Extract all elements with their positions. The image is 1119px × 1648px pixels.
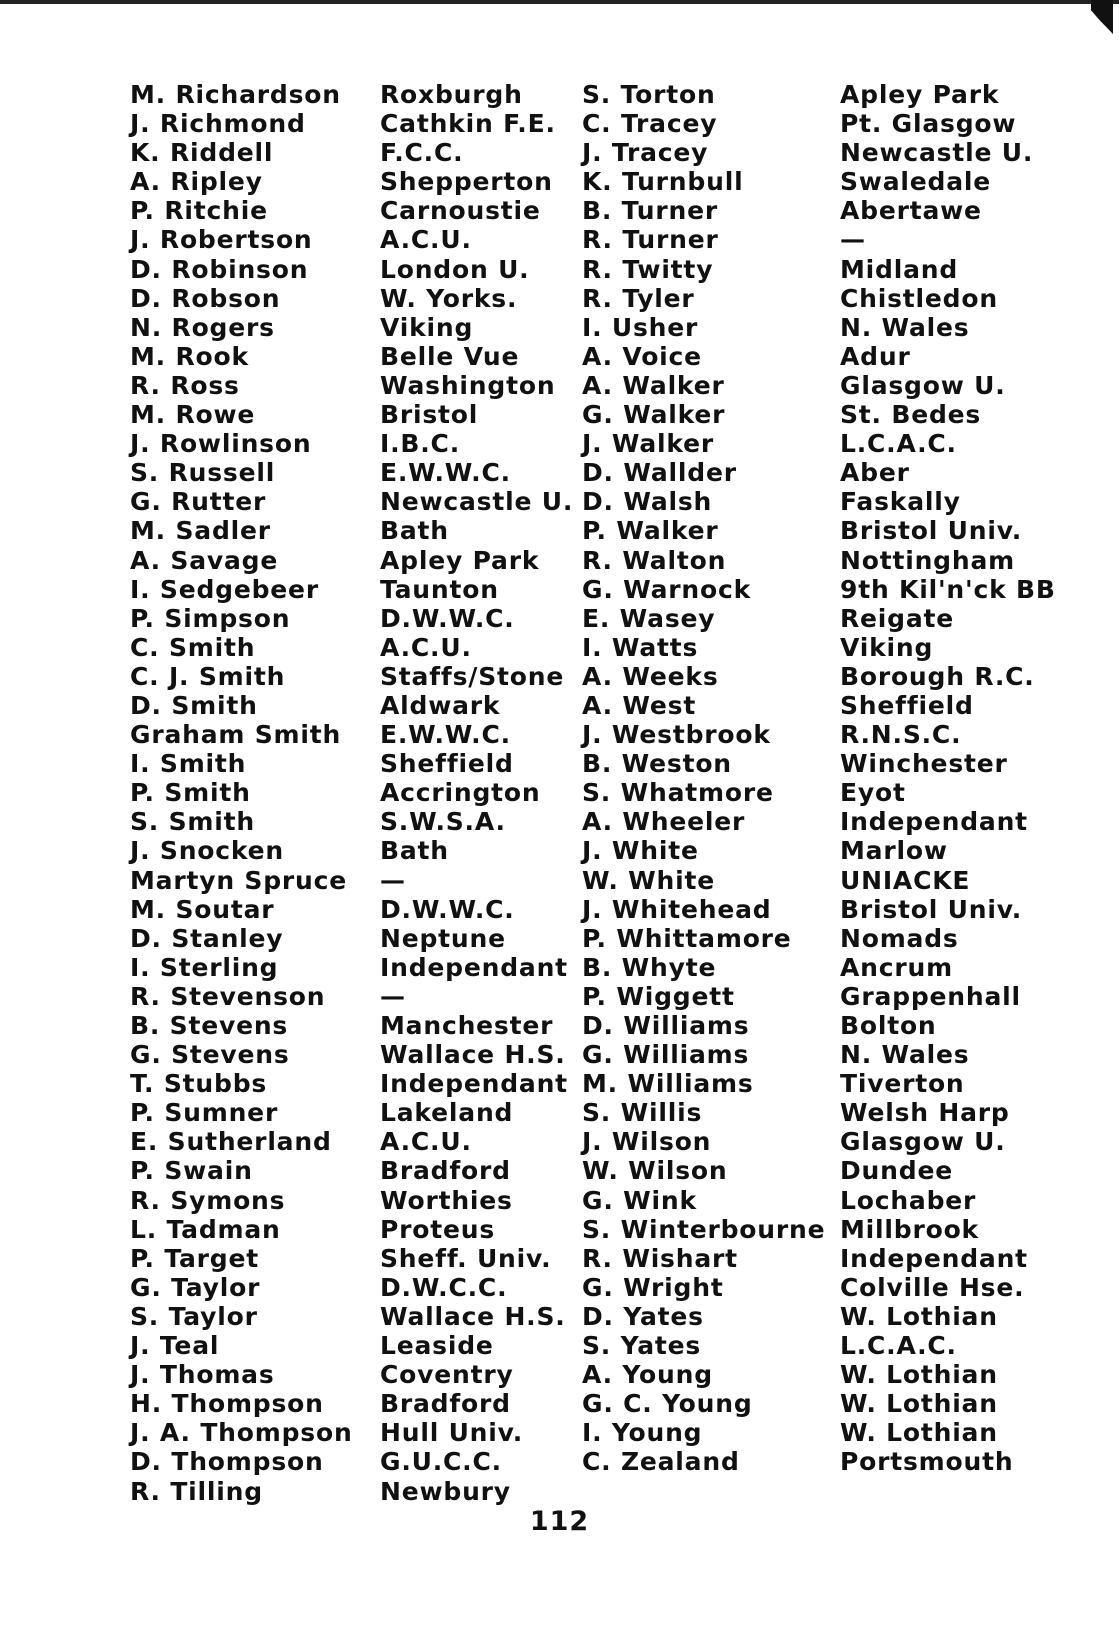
name-entry: R. Symons	[130, 1185, 286, 1215]
club-entry: Grappenhall	[840, 981, 1021, 1011]
club-entry: Borough R.C.	[840, 661, 1035, 691]
club-entry: Independant	[380, 952, 568, 982]
name-entry: C. Zealand	[582, 1447, 740, 1477]
name-entry: M. Richardson	[130, 80, 341, 109]
name-entry: S. Winterbourne	[582, 1214, 826, 1244]
name-entry: J. White	[582, 836, 699, 866]
club-entry: Colville Hse.	[840, 1272, 1025, 1302]
name-entry: H. Thompson	[130, 1389, 324, 1419]
club-entry: D.W.C.C.	[380, 1272, 508, 1302]
club-entry: W. Lothian	[840, 1389, 998, 1419]
club-entry: Lakeland	[380, 1098, 514, 1128]
name-entry: J. A. Thompson	[130, 1418, 353, 1448]
club-entry: 9th Kil'n'ck BB	[840, 574, 1056, 604]
name-entry: D. Robson	[130, 283, 281, 313]
club-entry: Wallace H.S.	[380, 1301, 566, 1331]
name-entry: W. Wilson	[582, 1156, 728, 1186]
club-entry: W. Yorks.	[380, 283, 518, 313]
club-entry: W. Lothian	[840, 1360, 998, 1390]
club-entry: Hull Univ.	[380, 1418, 523, 1448]
club-entry: A.C.U.	[380, 1127, 472, 1157]
name-entry: C. Smith	[130, 632, 256, 662]
club-entry: —	[380, 981, 406, 1011]
club-entry: Pt. Glasgow	[840, 109, 1017, 139]
club-entry: Leaside	[380, 1331, 494, 1361]
name-entry: A. Walker	[582, 370, 725, 400]
name-entry: R. Stevenson	[130, 981, 326, 1011]
name-entry: S. Torton	[582, 80, 716, 109]
club-entry: A.C.U.	[380, 225, 472, 255]
right-clubs-column	[840, 80, 1056, 1477]
club-entry: Shepperton	[380, 167, 553, 197]
club-entry: Staffs/Stone	[380, 661, 565, 691]
club-entry: Apley Park	[840, 80, 1000, 109]
name-entry: G. Warnock	[582, 574, 752, 604]
name-entry: J. Robertson	[130, 225, 313, 255]
club-entry: Chistledon	[840, 283, 998, 313]
club-entry: Accrington	[380, 778, 541, 808]
name-entry: D. Stanley	[130, 923, 284, 953]
club-entry: Belle Vue	[380, 341, 520, 371]
club-entry: Taunton	[380, 574, 499, 604]
club-entry: Bath	[380, 836, 449, 866]
name-entry: N. Rogers	[130, 312, 275, 342]
club-entry: Winchester	[840, 749, 1008, 779]
name-entry: T. Stubbs	[130, 1069, 268, 1099]
name-entry: W. White	[582, 865, 715, 895]
club-entry: Apley Park	[380, 545, 540, 575]
name-entry: R. Tyler	[582, 283, 695, 313]
name-entry: R. Walton	[582, 545, 727, 575]
club-entry: L.C.A.C.	[840, 1331, 957, 1361]
left-names-column	[130, 80, 353, 1506]
name-entry: D. Yates	[582, 1301, 704, 1331]
name-entry: M. Williams	[582, 1069, 754, 1099]
club-entry: Nomads	[840, 923, 959, 953]
name-entry: P. Simpson	[130, 603, 291, 633]
club-entry: F.C.C.	[380, 138, 464, 168]
name-entry: G. Walker	[582, 400, 726, 430]
club-entry: Swaledale	[840, 167, 991, 197]
page-number: 112	[529, 1506, 590, 1537]
name-entry: K. Riddell	[130, 138, 274, 168]
club-entry: Proteus	[380, 1214, 496, 1244]
name-entry: J. Thomas	[130, 1360, 275, 1390]
name-entry: P. Swain	[130, 1156, 253, 1186]
club-entry: Nottingham	[840, 545, 1015, 575]
name-entry: I. Smith	[130, 749, 247, 779]
club-entry: St. Bedes	[840, 400, 982, 430]
club-entry: W. Lothian	[840, 1301, 998, 1331]
club-entry: —	[380, 865, 406, 895]
club-entry: Millbrook	[840, 1214, 979, 1244]
club-entry: Washington	[380, 370, 556, 400]
name-entry: G. Williams	[582, 1040, 750, 1070]
club-entry: Coventry	[380, 1360, 514, 1390]
club-entry: Newbury	[380, 1476, 511, 1506]
club-entry: Roxburgh	[380, 80, 523, 109]
name-entry: J. Richmond	[130, 109, 306, 139]
name-entry: S. Willis	[582, 1098, 703, 1128]
club-entry: Bradford	[380, 1156, 511, 1186]
name-entry: P. Walker	[582, 516, 719, 546]
name-entry: C. Tracey	[582, 109, 718, 139]
club-entry: Newcastle U.	[380, 487, 574, 517]
club-entry: Worthies	[380, 1185, 513, 1215]
club-entry: Manchester	[380, 1011, 554, 1040]
name-entry: C. J. Smith	[130, 661, 286, 691]
page-top-edge	[0, 0, 1119, 4]
name-entry: R. Ross	[130, 370, 240, 400]
name-entry: S. Smith	[130, 807, 255, 837]
name-entry: A. Wheeler	[582, 807, 746, 837]
name-entry: L. Tadman	[130, 1214, 281, 1244]
name-entry: A. Voice	[582, 341, 702, 371]
name-entry: G. C. Young	[582, 1389, 753, 1419]
scan-corner-mark	[1091, 0, 1113, 34]
name-entry: J. Snocken	[130, 836, 285, 866]
name-entry: G. Taylor	[130, 1272, 261, 1302]
club-entry: I.B.C.	[380, 429, 460, 459]
name-entry: S. Russell	[130, 458, 276, 488]
name-entry: S. Whatmore	[582, 778, 774, 808]
name-entry: B. Turner	[582, 196, 718, 226]
club-entry: Faskally	[840, 487, 961, 517]
club-entry: Bath	[380, 516, 449, 546]
club-entry: Dundee	[840, 1156, 953, 1186]
name-entry: D. Smith	[130, 690, 258, 720]
left-clubs-column	[380, 80, 573, 1506]
name-entry: D. Thompson	[130, 1447, 324, 1477]
name-entry: A. Savage	[130, 545, 279, 575]
name-entry: P. Whittamore	[582, 923, 792, 953]
club-entry: Ancrum	[840, 952, 953, 982]
name-entry: S. Yates	[582, 1331, 702, 1361]
club-entry: Neptune	[380, 923, 506, 953]
name-entry: J. Wilson	[582, 1127, 712, 1157]
name-entry: I. Sedgebeer	[130, 574, 319, 604]
name-entry: I. Young	[582, 1418, 703, 1448]
club-entry: Reigate	[840, 603, 955, 633]
name-entry: B. Weston	[582, 749, 732, 779]
club-entry: Midland	[840, 254, 959, 284]
club-entry: Aldwark	[380, 690, 501, 720]
name-entry: P. Smith	[130, 778, 251, 808]
name-entry: R. Tilling	[130, 1476, 263, 1506]
right-names-column	[582, 80, 825, 1477]
club-entry: R.N.S.C.	[840, 720, 962, 750]
club-entry: Welsh Harp	[840, 1098, 1010, 1128]
name-entry: J. Westbrook	[582, 720, 771, 750]
club-entry: Viking	[380, 312, 474, 342]
name-entry: K. Turnbull	[582, 167, 744, 197]
club-entry: Glasgow U.	[840, 1127, 1006, 1157]
club-entry: D.W.W.C.	[380, 894, 515, 924]
club-entry: Bristol Univ.	[840, 516, 1023, 546]
club-entry: Bristol	[380, 400, 479, 430]
name-entry: D. Wallder	[582, 458, 737, 488]
name-entry: A. Weeks	[582, 661, 719, 691]
name-entry: D. Williams	[582, 1011, 750, 1040]
club-entry: London U.	[380, 254, 530, 284]
club-entry: Marlow	[840, 836, 948, 866]
name-entry: I. Usher	[582, 312, 699, 342]
club-entry: Independant	[840, 1243, 1028, 1273]
club-entry: Portsmouth	[840, 1447, 1014, 1477]
club-entry: —	[840, 225, 866, 255]
club-entry: W. Lothian	[840, 1418, 998, 1448]
club-entry: Glasgow U.	[840, 370, 1006, 400]
club-entry: L.C.A.C.	[840, 429, 957, 459]
club-entry: Sheffield	[840, 690, 974, 720]
club-entry: A.C.U.	[380, 632, 472, 662]
club-entry: Sheff. Univ.	[380, 1243, 552, 1273]
club-entry: Adur	[840, 341, 911, 371]
name-entry: P. Sumner	[130, 1098, 279, 1128]
name-entry: S. Taylor	[130, 1301, 258, 1331]
club-entry: Bristol Univ.	[840, 894, 1023, 924]
name-entry: J. Tracey	[582, 138, 709, 168]
name-entry: J. Whitehead	[582, 894, 772, 924]
club-entry: Aber	[840, 458, 910, 488]
name-entry: J. Rowlinson	[130, 429, 312, 459]
club-entry: Abertawe	[840, 196, 982, 226]
name-entry: P. Target	[130, 1243, 259, 1273]
club-entry: Independant	[380, 1069, 568, 1099]
club-entry: N. Wales	[840, 312, 970, 342]
name-entry: B. Stevens	[130, 1011, 289, 1040]
name-entry: B. Whyte	[582, 952, 717, 982]
name-entry: A. West	[582, 690, 697, 720]
name-entry: R. Turner	[582, 225, 719, 255]
club-entry: D.W.W.C.	[380, 603, 515, 633]
club-entry: N. Wales	[840, 1040, 970, 1070]
name-entry: P. Ritchie	[130, 196, 268, 226]
name-entry: D. Walsh	[582, 487, 713, 517]
club-entry: G.U.C.C.	[380, 1447, 502, 1477]
club-entry: UNIACKE	[840, 865, 971, 895]
club-entry: Independant	[840, 807, 1028, 837]
club-entry: Carnoustie	[380, 196, 541, 226]
club-entry: Tiverton	[840, 1069, 965, 1099]
club-entry: Cathkin F.E.	[380, 109, 556, 139]
name-entry: M. Rook	[130, 341, 249, 371]
name-entry: Martyn Spruce	[130, 865, 348, 895]
name-entry: P. Wiggett	[582, 981, 735, 1011]
name-entry: G. Stevens	[130, 1040, 290, 1070]
name-entry: M. Soutar	[130, 894, 275, 924]
name-entry: E. Wasey	[582, 603, 716, 633]
name-entry: D. Robinson	[130, 254, 309, 284]
club-entry: E.W.W.C.	[380, 720, 511, 750]
club-entry: S.W.S.A.	[380, 807, 506, 837]
club-entry: Bolton	[840, 1011, 937, 1040]
name-entry: A. Ripley	[130, 167, 263, 197]
club-entry: Eyot	[840, 778, 906, 808]
club-entry: Viking	[840, 632, 934, 662]
name-entry: I. Sterling	[130, 952, 279, 982]
name-entry: M. Sadler	[130, 516, 271, 546]
name-entry: G. Rutter	[130, 487, 267, 517]
name-entry: J. Walker	[582, 429, 715, 459]
name-entry: G. Wright	[582, 1272, 724, 1302]
name-entry: M. Rowe	[130, 400, 256, 430]
club-entry: Sheffield	[380, 749, 514, 779]
club-entry: Bradford	[380, 1389, 511, 1419]
club-entry: Wallace H.S.	[380, 1040, 566, 1070]
name-entry: J. Teal	[130, 1331, 220, 1361]
club-entry: Newcastle U.	[840, 138, 1034, 168]
name-entry: I. Watts	[582, 632, 699, 662]
name-entry: G. Wink	[582, 1185, 697, 1215]
club-entry: Lochaber	[840, 1185, 977, 1215]
name-entry: R. Twitty	[582, 254, 714, 284]
name-entry: R. Wishart	[582, 1243, 738, 1273]
club-entry: E.W.W.C.	[380, 458, 511, 488]
name-entry: Graham Smith	[130, 720, 342, 750]
name-entry: E. Sutherland	[130, 1127, 332, 1157]
name-entry: A. Young	[582, 1360, 713, 1390]
